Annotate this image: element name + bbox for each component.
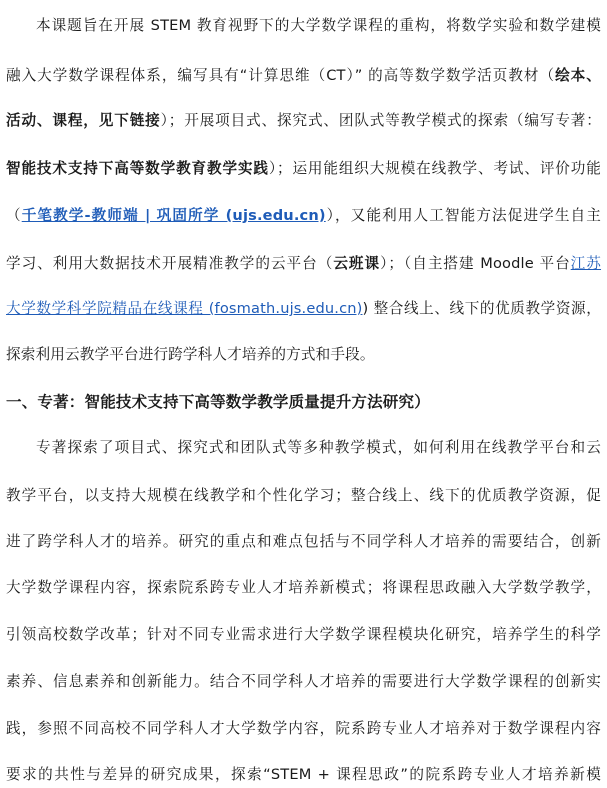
text-run: 进了跨学科人才的培养。研究的重点和难点包括与不同学科人才培养的需要结合，创新 bbox=[6, 533, 601, 550]
para2-line-3 bbox=[6, 532, 601, 552]
para2-line-1 bbox=[36, 438, 601, 458]
book-title-bold: 智能技术支持下高等数学教育教学实践 bbox=[6, 160, 269, 177]
text-run: 探索利用云教学平台进行跨学科人才培养的方式和手段。 bbox=[6, 346, 375, 363]
para1-line-5 bbox=[6, 206, 601, 226]
para1-line-8 bbox=[6, 345, 601, 365]
section-heading bbox=[6, 392, 601, 412]
bold-text-run: 云班课 bbox=[333, 255, 381, 272]
bold-text-run: 绘本、 bbox=[555, 67, 601, 84]
para1-line-3 bbox=[6, 111, 601, 131]
text-run: 大学数学课程内容，探索院系跨专业人才培养新模式；将课程思政融入大学数学教学， bbox=[6, 579, 601, 596]
para2-line-8 bbox=[6, 765, 601, 785]
text-run: 融入大学数学课程体系，编写具有“计算思维（CT）” 的高等数学数学活页教材（ bbox=[6, 67, 556, 84]
text-run: 学习、利用大数据技术开展精准教学的云平台（ bbox=[6, 255, 334, 272]
para2-line-4 bbox=[6, 578, 601, 598]
text-run: 践，参照不同高校不同学科人才大学数学内容，院系跨专业人才培养对于数学课程内容 bbox=[6, 720, 601, 737]
text-run: ）；（自主搭建 Moodle 平台 bbox=[380, 255, 571, 272]
text-run: 本课题旨在开展 STEM 教育视野下的大学数学课程的重构，将数学实验和数学建模 bbox=[36, 17, 601, 34]
heading-text: 一、专著：智能技术支持下高等数学教学质量提升方法研究） bbox=[6, 393, 430, 411]
bold-text-run: 活动、课程，见下链接 bbox=[6, 112, 161, 129]
para2-line-6 bbox=[6, 672, 601, 692]
text-run: ）；运用能组织大规模在线教学、考试、评价功能 bbox=[268, 160, 601, 177]
text-run: ）；开展项目式、探究式、团队式等教学模式的探索（编写专著： bbox=[160, 112, 601, 129]
text-run: ) 整合线上、线下的优质教学资源， bbox=[362, 300, 601, 317]
text-run: 素养、信息素养和创新能力。结合不同学科人才培养的需要进行大学数学课程的创新实 bbox=[6, 673, 601, 690]
para1-line-2 bbox=[6, 66, 601, 86]
text-run: （ bbox=[6, 207, 22, 224]
para1-line-6 bbox=[6, 254, 601, 274]
text-run: 教学平台，以支持大规模在线教学和个性化学习；整合线上、线下的优质教学资源，促 bbox=[6, 487, 601, 504]
para2-line-7 bbox=[6, 719, 601, 739]
fosmath-course-link-part1[interactable]: 江苏 bbox=[570, 255, 602, 272]
text-run: 专著探索了项目式、探究式和团队式等多种教学模式，如何利用在线教学平台和云 bbox=[36, 439, 601, 456]
para1-line-1 bbox=[36, 16, 601, 36]
para1-line-4 bbox=[6, 159, 601, 179]
para2-line-5 bbox=[6, 625, 601, 645]
para1-line-7 bbox=[6, 299, 601, 319]
qianbi-platform-link[interactable]: 千笔教学-教师端 | 巩固所学 (ujs.edu.cn) bbox=[21, 207, 326, 224]
text-run: ），又能利用人工智能方法促进学生自主 bbox=[325, 207, 601, 224]
para2-line-2 bbox=[6, 486, 601, 506]
text-run: 引领高校数学改革；针对不同专业需求进行大学数学课程模块化研究，培养学生的科学 bbox=[6, 626, 601, 643]
text-run: 要求的共性与差异的研究成果，探索“STEM + 课程思政”的院系跨专业人才培养新模 bbox=[6, 766, 601, 783]
fosmath-course-link-part2[interactable]: 大学数学科学院精品在线课程 (fosmath.ujs.edu.cn) bbox=[6, 300, 363, 317]
